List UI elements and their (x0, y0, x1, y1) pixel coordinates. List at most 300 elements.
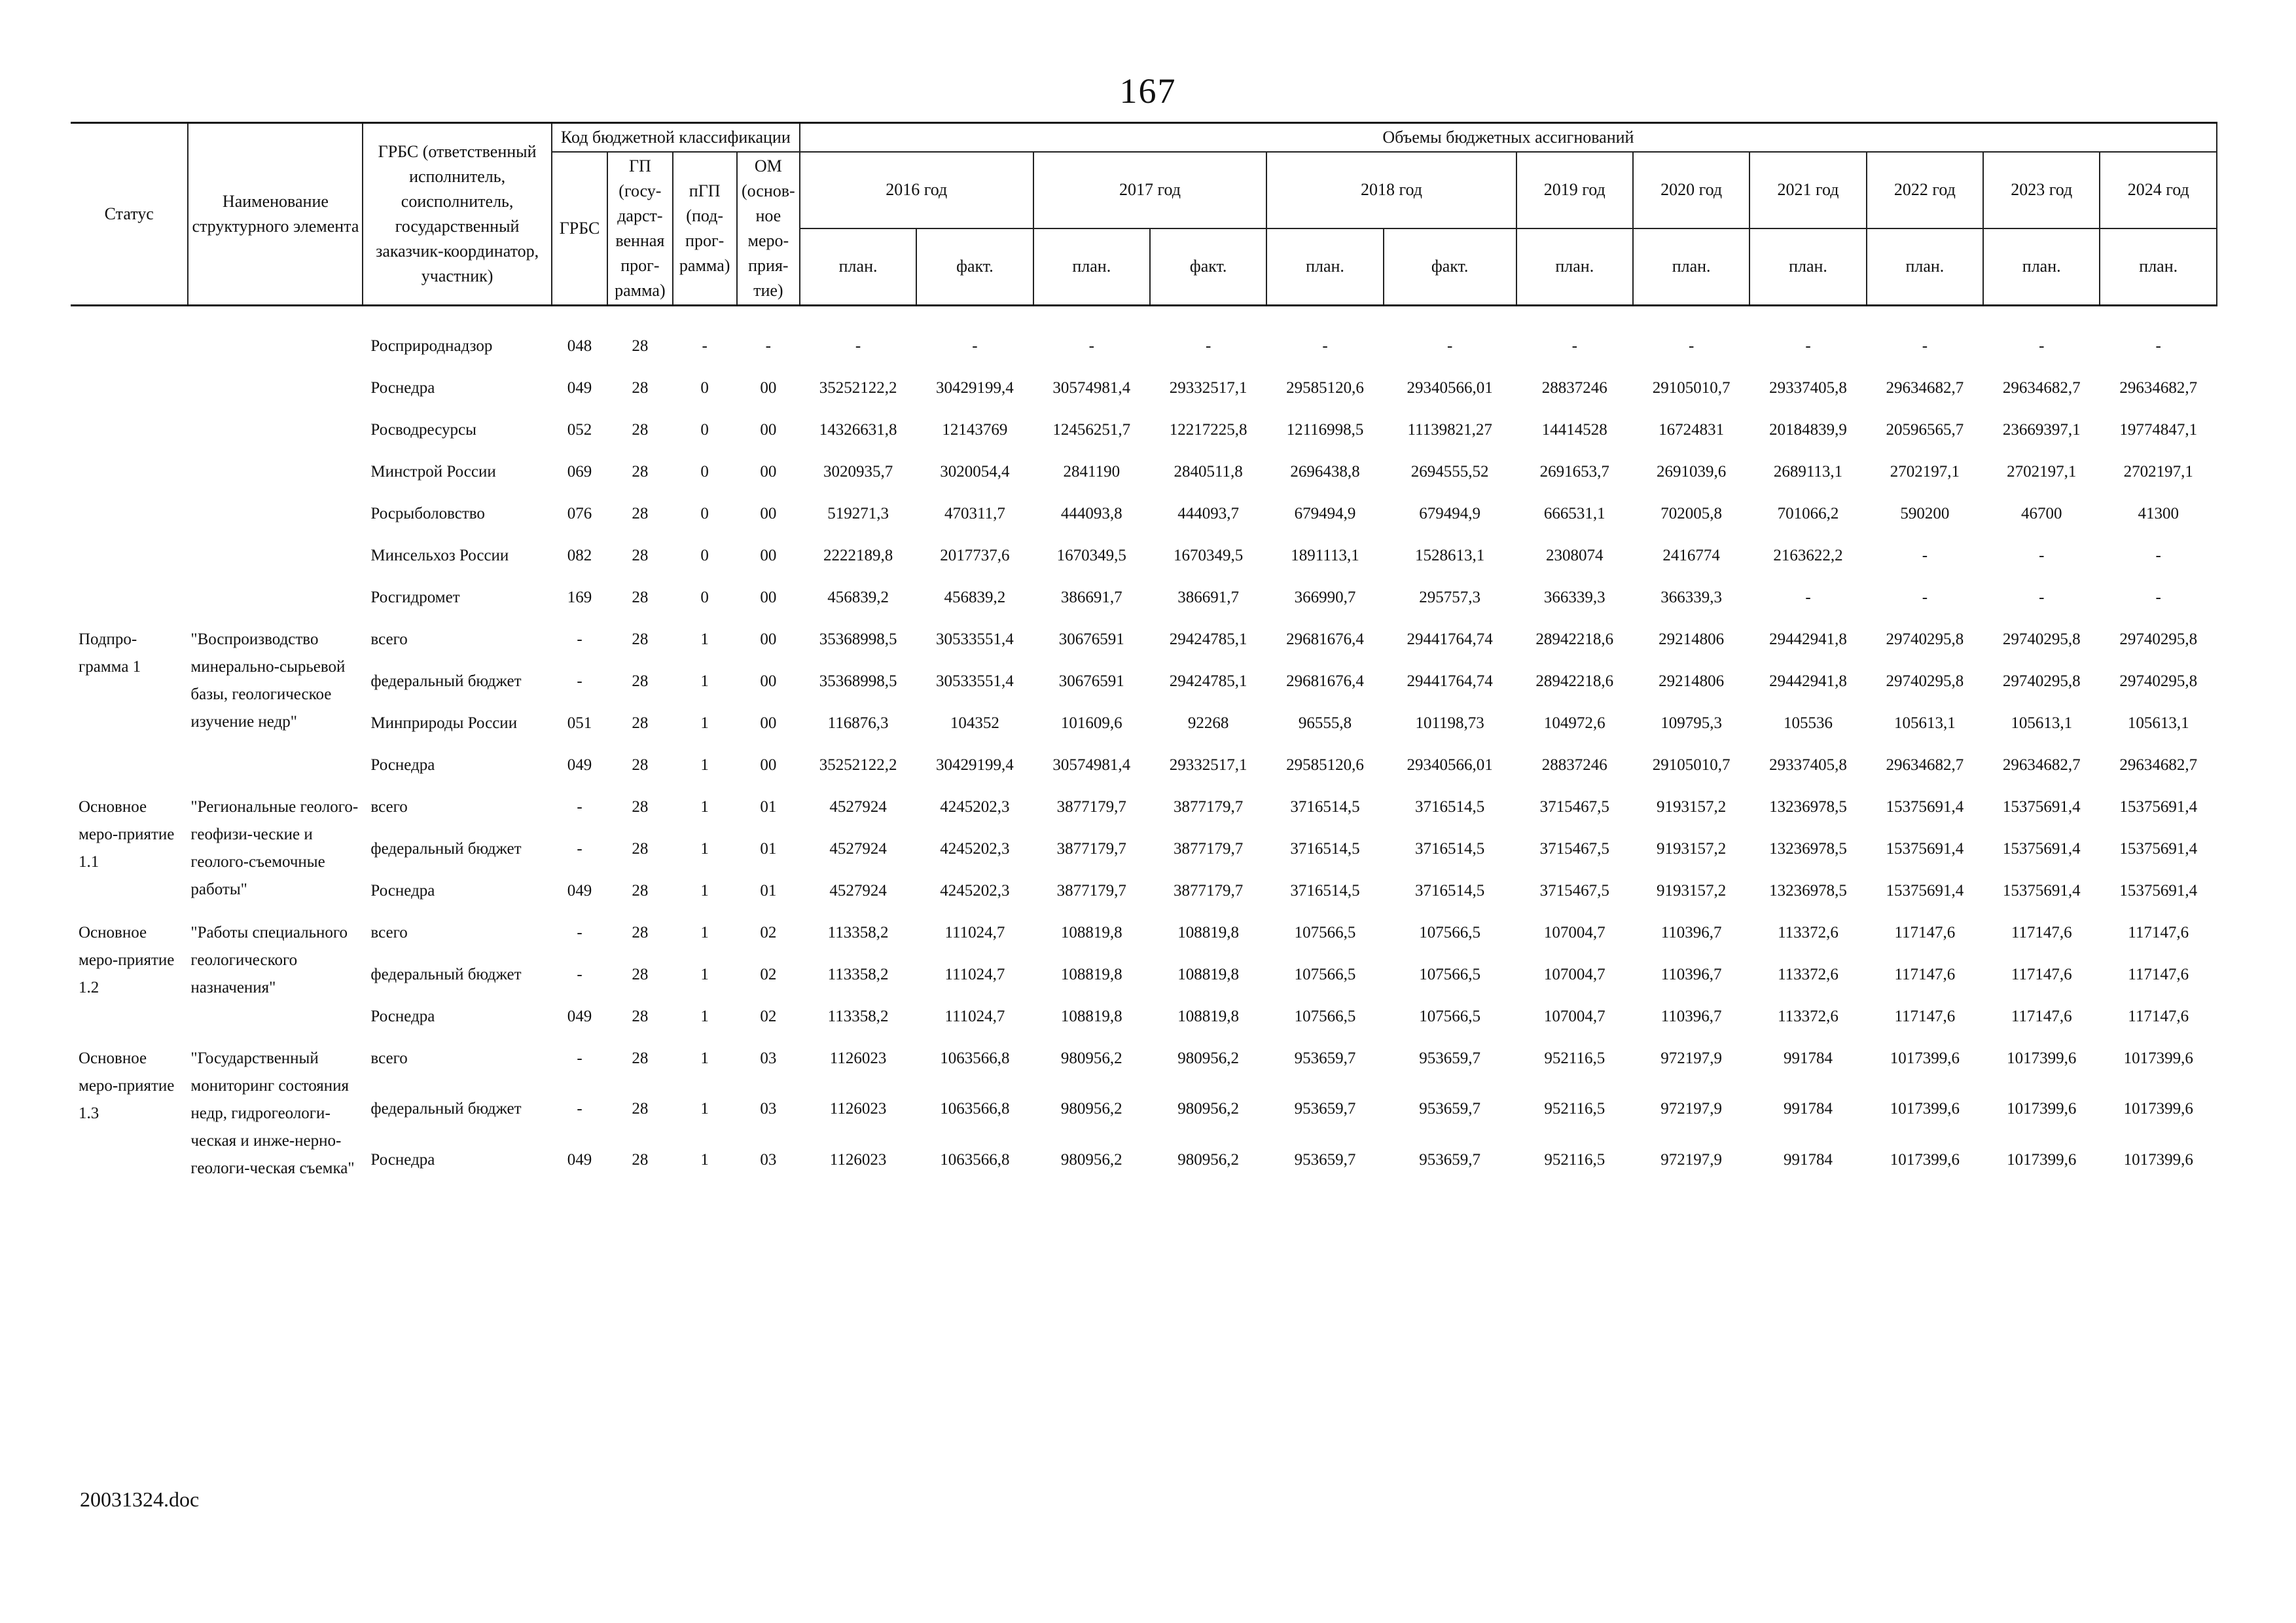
allocation-value-cell: 666531,1 (1543, 505, 1605, 522)
allocation-value-cell: 29340566,01 (1407, 756, 1493, 774)
status-cell (71, 368, 188, 410)
header-year: 2020 год (1633, 152, 1749, 228)
allocation-value-cell: 15375691,4 (2002, 840, 2081, 858)
allocation-value-cell: - (2039, 337, 2045, 355)
allocation-value-cell: 456839,2 (827, 589, 889, 606)
allocation-value-cell: 28837246 (1541, 756, 1607, 774)
om-code-cell: 00 (760, 505, 777, 522)
grbs-code-cell: 169 (567, 589, 592, 606)
allocation-value-cell: 105536 (1784, 714, 1833, 732)
pgp-code-cell: 1 (700, 924, 709, 941)
om-code-cell: 00 (760, 379, 777, 397)
allocation-value-cell: 29634682,7 (2119, 756, 2198, 774)
table-row (71, 871, 2217, 913)
table-row (71, 410, 2217, 452)
header-year: 2018 год (1266, 152, 1516, 228)
allocation-value-cell: 679494,9 (1294, 505, 1356, 522)
allocation-value-cell: 29681676,4 (1286, 630, 1364, 648)
grbs-code-cell: 049 (567, 1008, 592, 1025)
allocation-value-cell: 29332517,1 (1169, 756, 1247, 774)
allocation-value-cell: 2841190 (1063, 463, 1121, 481)
allocation-value-cell: 29332517,1 (1169, 379, 1247, 397)
grbs-executor-cell: Роснедра (370, 379, 435, 397)
allocation-value-cell: 29337405,8 (1769, 756, 1847, 774)
header-grbs-executor: ГРБС (ответственный исполнитель, соисполнитель, государственный заказчик-координатор, участник) (363, 123, 551, 306)
allocation-value-cell: 1017399,6 (2123, 1100, 2193, 1118)
allocation-value-cell: 111024,7 (944, 966, 1005, 983)
allocation-value-cell: 952116,5 (1544, 1150, 1605, 1169)
allocation-value-cell: 30676591 (1058, 672, 1124, 690)
status-cell (71, 410, 188, 452)
table-row (71, 306, 2217, 369)
grbs-executor-cell: Роснедра (370, 882, 435, 900)
allocation-value-cell: 9193157,2 (1657, 840, 1727, 858)
grbs-code-cell: - (577, 798, 583, 816)
allocation-value-cell: 30533551,4 (936, 672, 1014, 690)
gp-code-cell: 28 (632, 672, 649, 690)
table-row (71, 955, 2217, 996)
allocation-value-cell: 46700 (2020, 505, 2062, 522)
allocation-value-cell: 991784 (1784, 1150, 1833, 1169)
status-cell (71, 577, 188, 619)
allocation-value-cell: 4527924 (829, 882, 887, 900)
allocation-value-cell: 2308074 (1546, 547, 1604, 564)
allocation-value-cell: 117147,6 (1894, 924, 1956, 941)
allocation-value-cell: - (1571, 337, 1577, 355)
allocation-value-cell: 29424785,1 (1169, 672, 1247, 690)
allocation-value-cell: 1017399,6 (2123, 1049, 2193, 1067)
pgp-code-cell: 0 (700, 379, 709, 397)
gp-code-cell: 28 (632, 1008, 649, 1025)
allocation-value-cell: 13236978,5 (1769, 798, 1847, 816)
om-code-cell: 00 (760, 714, 777, 732)
structural-element-cell: "Региональные геолого-геофизи-ческие и геолого-съемочные работы" (190, 798, 359, 898)
allocation-value-cell: 107566,5 (1419, 966, 1481, 983)
allocation-value-cell: 30574981,4 (1052, 379, 1131, 397)
grbs-code-cell: - (577, 840, 583, 858)
gp-code-cell: 28 (632, 505, 649, 522)
allocation-value-cell: - (2155, 337, 2161, 355)
allocation-value-cell: 110396,7 (1660, 1008, 1722, 1025)
allocation-value-cell: 29634682,7 (1886, 379, 1964, 397)
header-plan: план. (1516, 228, 1633, 306)
allocation-value-cell: 107004,7 (1543, 924, 1605, 941)
allocation-value-cell: 972197,9 (1660, 1150, 1723, 1169)
gp-code-cell: 28 (632, 756, 649, 774)
status-cell (71, 452, 188, 494)
allocation-value-cell: - (1805, 589, 1811, 606)
allocation-value-cell: - (1805, 337, 1811, 355)
allocation-value-cell: 9193157,2 (1657, 798, 1727, 816)
allocation-value-cell: 366339,3 (1660, 589, 1723, 606)
header-year: 2023 год (1983, 152, 2100, 228)
allocation-value-cell: 117147,6 (2011, 966, 2072, 983)
allocation-value-cell: 3020935,7 (823, 463, 893, 481)
grbs-executor-cell: федеральный бюджет (370, 966, 522, 983)
pgp-code-cell: 0 (700, 505, 709, 522)
om-code-cell: 02 (760, 924, 777, 941)
allocation-value-cell: 2840511,8 (1174, 463, 1243, 481)
status-cell (71, 536, 188, 577)
allocation-value-cell: 4245202,3 (940, 840, 1010, 858)
gp-code-cell: 28 (632, 463, 649, 481)
grbs-code-cell: 082 (567, 547, 592, 564)
grbs-code-cell: - (577, 1049, 583, 1067)
allocation-value-cell: 35368998,5 (819, 672, 897, 690)
allocation-value-cell: 117147,6 (2128, 966, 2189, 983)
allocation-value-cell: 29424785,1 (1169, 630, 1247, 648)
allocation-value-cell: 29585120,6 (1286, 756, 1364, 774)
grbs-code-cell: 051 (567, 714, 592, 732)
header-plan: план. (1033, 228, 1150, 306)
allocation-value-cell: 29740295,8 (1886, 630, 1964, 648)
pgp-code-cell: 1 (700, 798, 709, 816)
allocation-value-cell: 30429199,4 (936, 756, 1014, 774)
allocation-value-cell: 3715467,5 (1539, 840, 1609, 858)
allocation-value-cell: 15375691,4 (2119, 882, 2198, 900)
gp-code-cell: 28 (632, 924, 649, 941)
grbs-executor-cell: Минстрой России (370, 463, 496, 481)
allocation-value-cell: 29740295,8 (1886, 672, 1964, 690)
allocation-value-cell: 470311,7 (944, 505, 1005, 522)
allocation-value-cell: - (972, 337, 978, 355)
grbs-executor-cell: всего (370, 924, 408, 941)
allocation-value-cell: 117147,6 (2011, 1008, 2072, 1025)
grbs-code-cell: 052 (567, 421, 592, 439)
allocation-value-cell: 29337405,8 (1769, 379, 1847, 397)
allocation-value-cell: 2163622,2 (1773, 547, 1843, 564)
allocation-value-cell: 30429199,4 (936, 379, 1014, 397)
grbs-executor-cell: Росводресурсы (370, 421, 476, 439)
gp-code-cell: 28 (632, 966, 649, 983)
allocation-value-cell: 1063566,8 (940, 1150, 1010, 1169)
allocation-value-cell: 15375691,4 (1886, 798, 1964, 816)
grbs-executor-cell: Роснедра (370, 1150, 435, 1169)
allocation-value-cell: 29214806 (1659, 672, 1725, 690)
allocation-value-cell: 108819,8 (1060, 1008, 1122, 1025)
table-row (71, 829, 2217, 871)
allocation-value-cell: 16724831 (1659, 421, 1725, 439)
table-row (71, 787, 2217, 829)
table-row (71, 1089, 2217, 1139)
header-plan: план. (1983, 228, 2100, 306)
allocation-value-cell: 15375691,4 (1886, 840, 1964, 858)
gp-code-cell: 28 (632, 840, 649, 858)
table-row (71, 661, 2217, 703)
allocation-value-cell: 29105010,7 (1652, 379, 1731, 397)
allocation-value-cell: - (1922, 589, 1928, 606)
structural-element-cell (188, 494, 363, 536)
allocation-value-cell: 2689113,1 (1773, 463, 1843, 481)
allocation-value-cell: 29634682,7 (2002, 379, 2081, 397)
header-plan: план. (1749, 228, 1866, 306)
pgp-code-cell: 0 (700, 463, 709, 481)
header-plan: план. (1867, 228, 1983, 306)
allocation-value-cell: 1017399,6 (1890, 1100, 1960, 1118)
allocation-value-cell: 12116998,5 (1286, 421, 1364, 439)
allocation-value-cell: 1017399,6 (2007, 1100, 2077, 1118)
header-om-code: ОМ (основ-ное меро-прия-тие) (737, 152, 800, 306)
allocation-value-cell: 444093,7 (1177, 505, 1240, 522)
allocation-value-cell: 107566,5 (1294, 966, 1356, 983)
header-fact: факт. (1384, 228, 1516, 306)
table-row (71, 1140, 2217, 1190)
grbs-executor-cell: всего (370, 630, 408, 648)
header-status: Статус (71, 123, 188, 306)
header-pgp-code: пГП (под-прог-рамма) (673, 152, 737, 306)
om-code-cell: 03 (760, 1100, 777, 1118)
allocation-value-cell: 41300 (2138, 505, 2179, 522)
pgp-code-cell: 1 (700, 840, 709, 858)
allocation-value-cell: 456839,2 (944, 589, 1006, 606)
allocation-value-cell: 116876,3 (827, 714, 889, 732)
allocation-value-cell: 701066,2 (1777, 505, 1839, 522)
allocation-value-cell: 12217225,8 (1169, 421, 1247, 439)
allocation-value-cell: 12143769 (942, 421, 1008, 439)
allocation-value-cell: 35252122,2 (819, 379, 897, 397)
allocation-value-cell: 1017399,6 (1890, 1150, 1960, 1169)
table-row (71, 577, 2217, 619)
grbs-code-cell: 048 (567, 337, 592, 355)
grbs-code-cell: 049 (567, 756, 592, 774)
grbs-code-cell: - (577, 924, 583, 941)
allocation-value-cell: 113358,2 (827, 924, 889, 941)
allocation-value-cell: 366990,7 (1294, 589, 1356, 606)
allocation-value-cell: 29740295,8 (2119, 630, 2198, 648)
allocation-value-cell: 107004,7 (1543, 966, 1605, 983)
pgp-code-cell: 1 (700, 966, 709, 983)
allocation-value-cell: 4527924 (829, 798, 887, 816)
allocation-value-cell: 35368998,5 (819, 630, 897, 648)
allocation-value-cell: 30574981,4 (1052, 756, 1131, 774)
allocation-value-cell: 29441764,74 (1407, 630, 1493, 648)
gp-code-cell: 28 (632, 1100, 649, 1118)
om-code-cell: 00 (760, 421, 777, 439)
allocation-value-cell: 702005,8 (1660, 505, 1723, 522)
allocation-value-cell: 110396,7 (1660, 924, 1722, 941)
grbs-code-cell: - (577, 630, 583, 648)
allocation-value-cell: 29740295,8 (2119, 672, 2198, 690)
allocation-value-cell: 2691039,6 (1657, 463, 1727, 481)
allocation-value-cell: 366339,3 (1543, 589, 1605, 606)
pgp-code-cell: 1 (700, 1150, 709, 1169)
header-year: 2017 год (1033, 152, 1267, 228)
allocation-value-cell: 2696438,8 (1290, 463, 1360, 481)
gp-code-cell: 28 (632, 337, 649, 355)
allocation-value-cell: 679494,9 (1419, 505, 1481, 522)
allocation-value-cell: 1063566,8 (940, 1100, 1010, 1118)
allocation-value-cell: 20596565,7 (1886, 421, 1964, 439)
grbs-executor-cell: Роснедра (370, 1008, 435, 1025)
allocation-value-cell: 4245202,3 (940, 798, 1010, 816)
grbs-code-cell: 049 (567, 379, 592, 397)
om-code-cell: 00 (760, 756, 777, 774)
allocation-value-cell: 107566,5 (1419, 924, 1481, 941)
allocation-value-cell: 953659,7 (1294, 1100, 1356, 1118)
structural-element-cell (188, 368, 363, 410)
allocation-value-cell: 519271,3 (827, 505, 889, 522)
allocation-value-cell: 980956,2 (1177, 1049, 1240, 1067)
status-cell: Подпро-грамма 1 (79, 630, 141, 676)
header-year: 2024 год (2100, 152, 2217, 228)
allocation-value-cell: 105613,1 (2011, 714, 2073, 732)
allocation-value-cell: - (1088, 337, 1094, 355)
allocation-value-cell: 2702197,1 (2123, 463, 2193, 481)
grbs-code-cell: 049 (567, 882, 592, 900)
table-row (71, 745, 2217, 787)
header-structural-element: Наименование структурного элемента (188, 123, 363, 306)
allocation-value-cell: 1528613,1 (1415, 547, 1485, 564)
allocation-value-cell: 9193157,2 (1657, 882, 1727, 900)
allocation-value-cell: 107566,5 (1294, 924, 1356, 941)
table-row (71, 913, 2217, 955)
table-row (71, 452, 2217, 494)
om-code-cell: - (765, 337, 771, 355)
allocation-value-cell: 28837246 (1541, 379, 1607, 397)
grbs-executor-cell: федеральный бюджет (370, 672, 522, 690)
allocation-value-cell: 29340566,01 (1407, 379, 1493, 397)
grbs-code-cell: - (577, 966, 583, 983)
header-budget-code: Код бюджетной классификации (552, 123, 800, 153)
pgp-code-cell: - (702, 337, 708, 355)
pgp-code-cell: 0 (700, 421, 709, 439)
allocation-value-cell: 3716514,5 (1290, 840, 1360, 858)
allocation-value-cell: 101198,73 (1415, 714, 1484, 732)
header-fact: факт. (916, 228, 1033, 306)
pgp-code-cell: 1 (700, 1049, 709, 1067)
grbs-executor-cell: Росрыболовство (370, 505, 485, 522)
allocation-value-cell: 3877179,7 (1056, 798, 1126, 816)
allocation-value-cell: 980956,2 (1177, 1150, 1240, 1169)
allocation-value-cell: 1670349,5 (1056, 547, 1126, 564)
status-cell: Основное меро-приятие 1.2 (79, 924, 175, 996)
allocation-value-cell: 107004,7 (1543, 1008, 1605, 1025)
allocation-value-cell: 113372,6 (1778, 924, 1839, 941)
gp-code-cell: 28 (632, 714, 649, 732)
allocation-value-cell: 2222189,8 (823, 547, 893, 564)
table-row (71, 619, 2217, 661)
allocation-value-cell: 2702197,1 (2007, 463, 2077, 481)
om-code-cell: 01 (760, 840, 777, 858)
allocation-value-cell: 590200 (1900, 505, 1950, 522)
allocation-value-cell: 28942218,6 (1535, 672, 1614, 690)
allocation-value-cell: - (1322, 337, 1328, 355)
grbs-code-cell: 069 (567, 463, 592, 481)
allocation-value-cell: 3877179,7 (1174, 798, 1244, 816)
grbs-executor-cell: Росгидромет (370, 589, 460, 606)
allocation-value-cell: - (1205, 337, 1211, 355)
om-code-cell: 00 (760, 547, 777, 564)
allocation-value-cell: 14326631,8 (819, 421, 897, 439)
allocation-value-cell: - (1922, 337, 1928, 355)
allocation-value-cell: 953659,7 (1294, 1049, 1356, 1067)
allocation-value-cell: 2702197,1 (1890, 463, 1960, 481)
om-code-cell: 01 (760, 882, 777, 900)
structural-element-cell (188, 306, 363, 369)
allocation-value-cell: 3716514,5 (1415, 798, 1485, 816)
allocation-value-cell: 105613,1 (2127, 714, 2189, 732)
pgp-code-cell: 1 (700, 714, 709, 732)
structural-element-cell: "Воспроизводство минерально-сырьевой базы, геологическое изучение недр" (190, 630, 346, 731)
allocation-value-cell: 3715467,5 (1539, 798, 1609, 816)
structural-element-cell (188, 410, 363, 452)
gp-code-cell: 28 (632, 589, 649, 606)
allocation-value-cell: 92268 (1187, 714, 1229, 732)
allocation-value-cell: 2694555,52 (1410, 463, 1489, 481)
om-code-cell: 00 (760, 672, 777, 690)
allocation-value-cell: 35252122,2 (819, 756, 897, 774)
allocation-value-cell: 96555,8 (1298, 714, 1352, 732)
allocation-value-cell: 108819,8 (1060, 966, 1122, 983)
allocation-value-cell: 19774847,1 (2119, 421, 2198, 439)
allocation-value-cell: 3716514,5 (1415, 882, 1485, 900)
allocation-value-cell: 23669397,1 (2002, 421, 2081, 439)
allocation-value-cell: 108819,8 (1177, 966, 1240, 983)
table-row (71, 1038, 2217, 1089)
om-code-cell: 02 (760, 966, 777, 983)
pgp-code-cell: 1 (700, 756, 709, 774)
pgp-code-cell: 1 (700, 882, 709, 900)
allocation-value-cell: 29740295,8 (2002, 672, 2081, 690)
om-code-cell: 00 (760, 589, 777, 606)
allocation-value-cell: - (1688, 337, 1695, 355)
allocation-value-cell: 113358,2 (827, 1008, 889, 1025)
allocation-value-cell: 1017399,6 (2007, 1150, 2077, 1169)
allocation-value-cell: 108819,8 (1177, 924, 1240, 941)
allocation-value-cell: 29441764,74 (1407, 672, 1493, 690)
allocation-value-cell: 3877179,7 (1056, 840, 1126, 858)
header-grbs-code: ГРБС (552, 152, 607, 306)
allocation-value-cell: 29634682,7 (1886, 756, 1964, 774)
allocation-value-cell: 15375691,4 (1886, 882, 1964, 900)
allocation-value-cell: 29740295,8 (2002, 630, 2081, 648)
allocation-value-cell: 980956,2 (1060, 1150, 1122, 1169)
allocation-value-cell: 113372,6 (1778, 1008, 1839, 1025)
allocation-value-cell: 3877179,7 (1174, 840, 1244, 858)
allocation-value-cell: 953659,7 (1419, 1049, 1481, 1067)
allocation-value-cell: 113372,6 (1778, 966, 1839, 983)
allocation-value-cell: 972197,9 (1660, 1100, 1723, 1118)
allocation-value-cell: 113358,2 (827, 966, 889, 983)
grbs-executor-cell: федеральный бюджет (370, 840, 522, 858)
grbs-executor-cell: Минприроды России (370, 714, 518, 732)
om-code-cell: 02 (760, 1008, 777, 1025)
grbs-executor-cell: всего (370, 1049, 408, 1067)
allocation-value-cell: 29442941,8 (1769, 630, 1847, 648)
grbs-executor-cell: Минсельхоз России (370, 547, 509, 564)
allocation-value-cell: 117147,6 (2128, 924, 2189, 941)
allocation-value-cell: 1891113,1 (1291, 547, 1359, 564)
allocation-value-cell: - (1922, 547, 1928, 564)
allocation-value-cell: - (2039, 547, 2045, 564)
allocation-value-cell: 107566,5 (1294, 1008, 1356, 1025)
allocation-value-cell: 972197,9 (1660, 1049, 1723, 1067)
allocation-value-cell: 1017399,6 (2007, 1049, 2077, 1067)
header-year: 2022 год (1867, 152, 1983, 228)
allocation-value-cell: 117147,6 (2011, 924, 2072, 941)
om-code-cell: 00 (760, 463, 777, 481)
header-plan: план. (1266, 228, 1383, 306)
allocation-value-cell: 953659,7 (1419, 1150, 1481, 1169)
allocation-value-cell: 1126023 (829, 1100, 887, 1118)
allocation-value-cell: 108819,8 (1177, 1008, 1240, 1025)
om-code-cell: 03 (760, 1049, 777, 1067)
allocation-value-cell: - (855, 337, 861, 355)
header-year: 2019 год (1516, 152, 1633, 228)
allocation-value-cell: 11139821,27 (1407, 421, 1492, 439)
allocation-value-cell: 29105010,7 (1652, 756, 1731, 774)
allocation-value-cell: 117147,6 (1894, 966, 1956, 983)
